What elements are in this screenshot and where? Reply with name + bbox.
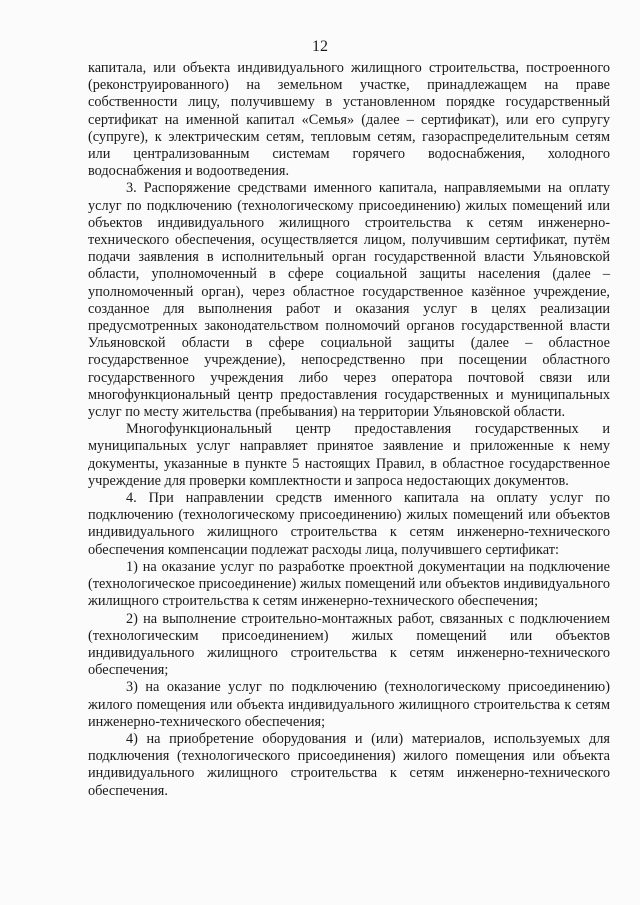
subitem-2: 2) на выполнение строительно-монтажных работ, связанных с подключением (технологическим присоединением) жилых помещений или объектов индивидуального жилищного строительства к сетям инженерно-технического обеспечения; xyxy=(88,610,610,679)
document-body xyxy=(88,60,610,800)
subitem-1: 1) на оказание услуг по разработке проектной документации на подключение (технологическое присоединение) жилых помещений или объектов индивидуального жилищного строительства к сетям инженерно-технического обеспечения; xyxy=(88,558,610,610)
page-number: 12 xyxy=(312,38,328,55)
paragraph-mfc: Многофункциональный центр предоставления государственных и муниципальных услуг направляет принятое заявление и приложенные к нему документы, указанные в пункте 5 настоящих Правил, в областное государственное учреждение для проверки комплектности и запроса недостающих документов. xyxy=(88,421,610,489)
paragraph-item-3: 3. Распоряжение средствами именного капитала, направляемыми на оплату услуг по подключению (технологическому присоединению) жилых помещений или объектов индивидуального жилищного строительства к сетям инженерно-технического обеспечения, осуществляется лицом, получившим сертификат, путём подачи заявления в исполнительный орган государственной власти Ульяновской области, уполномоченный в сфере социальной защиты населения (далее – уполномоченный орган), через областное государственное казённое учреждение, созданное для выполнения работ и оказания услуг в целях реализации предусмотренных законодательством полномочий органов государственной власти Ульяновской области в сфере социальной защиты (далее – областное государственное учреждение), непосредственно при посещении областного государственного учреждения либо через оператора почтовой связи или многофункциональный центр предоставления государственных и муниципальных услуг по месту жительства (пребывания) на территории Ульяновской области. xyxy=(88,180,610,421)
paragraph-continuation: капитала, или объекта индивидуального жилищного строительства, построенного (реконструированного) на земельном участке, принадлежащем на праве собственности лицу, получившему в установленном порядке государственный сертификат на именной капитал «Семья» (далее – сертификат), или его супругу (супруге), к электрическим сетям, тепловым сетям, газораспределительным сетям или централизованным системам горячего водоснабжения, холодного водоснабжения и водоотведения. xyxy=(88,60,610,180)
subitem-4: 4) на приобретение оборудования и (или) материалов, используемых для подключения (технологического присоединения) жилого помещения или объекта индивидуального жилищного строительства к сетям инженерно-технического обеспечения. xyxy=(88,730,610,799)
subitem-3: 3) на оказание услуг по подключению (технологическому присоединению) жилого помещения или объекта индивидуального жилищного строительства к сетям инженерно-технического обеспечения; xyxy=(88,679,610,730)
paragraph-item-4: 4. При направлении средств именного капитала на оплату услуг по подключению (технологическому присоединению) жилых помещений или объектов индивидуального жилищного строительства к сетям инженерно-технического обеспечения компенсации подлежат расходы лица, получившего сертификат: xyxy=(88,490,610,558)
